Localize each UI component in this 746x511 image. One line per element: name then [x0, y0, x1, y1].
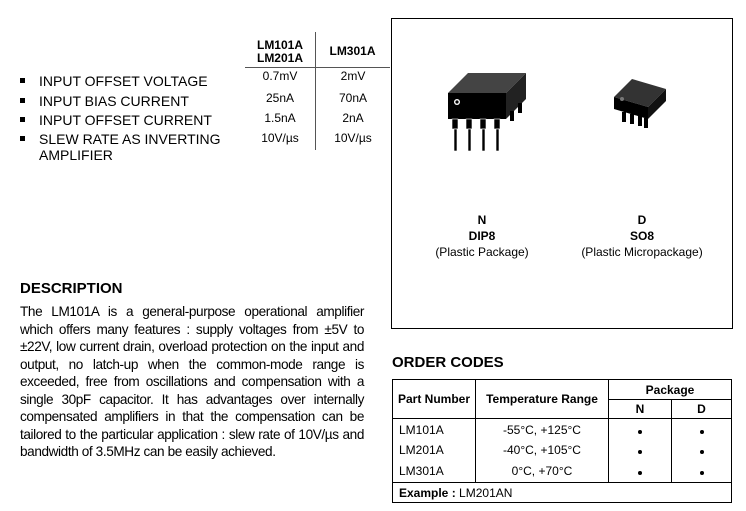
package-n-dot	[609, 440, 672, 461]
part-number: LM101A	[393, 419, 476, 441]
dot-icon	[700, 471, 704, 475]
package-d-dot	[672, 419, 732, 441]
order-codes-table	[392, 379, 732, 503]
col-head-line2: LM201A	[256, 51, 303, 65]
package-desc: (Plastic Micropackage)	[581, 245, 703, 259]
description-title: DESCRIPTION	[20, 280, 123, 297]
package-caption-n	[417, 212, 547, 260]
feature-value-lm301a: 70nA	[338, 91, 368, 105]
table-row	[393, 419, 732, 441]
so8-package-icon	[610, 75, 670, 137]
header-part-number: Part Number	[393, 380, 476, 419]
header-package-n: N	[609, 400, 672, 419]
feature-value-lm101a: 25nA	[265, 91, 295, 105]
col-head-lm301a	[315, 45, 390, 58]
dot-icon	[638, 430, 642, 434]
package-box	[391, 18, 733, 329]
package-name: SO8	[629, 229, 654, 243]
package-n-dot	[609, 461, 672, 483]
header-package: Package	[609, 380, 732, 400]
dip8-package-icon	[440, 71, 528, 163]
example-value: LM201AN	[459, 485, 513, 500]
feature-value-lm301a: 2nA	[342, 111, 364, 125]
bullet-icon	[20, 136, 25, 141]
header-package-d: D	[672, 400, 732, 419]
feature-label: INPUT OFFSET VOLTAGE	[39, 73, 208, 89]
example-label: Example :	[399, 485, 456, 500]
header-temperature-range: Temperature Range	[476, 380, 609, 419]
package-caption-d	[567, 212, 717, 260]
package-d-dot	[672, 440, 732, 461]
feature-value-lm101a: 1.5nA	[264, 111, 296, 125]
col-head-lm101a	[245, 39, 315, 65]
bullet-icon	[20, 78, 25, 83]
part-number: LM201A	[393, 440, 476, 461]
feature-value-lm101a: 0.7mV	[262, 69, 298, 83]
col-divider	[315, 32, 316, 150]
description-body: The LM101A is a general-purpose operational amplifier which offers many features : supply voltages from ±5V to ±22V, low current drain, overload protection on the input and output, no latch-up when the common-mode range is exceeded, free from oscillations and compensation with a single 30pF capacitor. It has advantages over internally compensated amplifiers in that the compensation can be tailored to the particular application : slew rate of 10V/µs and bandwidth of 3.5MHz can be easily achieved.	[20, 304, 364, 459]
temperature-range: 0°C, +70°C	[476, 461, 609, 483]
dot-icon	[638, 450, 642, 454]
bullet-icon	[20, 117, 25, 122]
col-head-divider	[245, 67, 390, 68]
temperature-range: -40°C, +105°C	[476, 440, 609, 461]
order-codes-title: ORDER CODES	[392, 354, 504, 371]
part-number: LM301A	[393, 461, 476, 483]
feature-label: INPUT BIAS CURRENT	[39, 93, 189, 109]
table-row	[393, 440, 732, 461]
col-head-line1: LM301A	[329, 44, 376, 58]
table-row	[393, 461, 732, 483]
col-head-line1: LM101A	[256, 38, 303, 52]
feature-value-lm101a: 10V/µs	[261, 131, 299, 145]
package-n-dot	[609, 419, 672, 441]
package-name: DIP8	[468, 229, 496, 243]
package-code: N	[477, 213, 487, 227]
feature-label: INPUT OFFSET CURRENT	[39, 112, 212, 128]
temperature-range: -55°C, +125°C	[476, 419, 609, 441]
package-d-dot	[672, 461, 732, 483]
feature-value-lm301a: 2mV	[340, 69, 366, 83]
dot-icon	[638, 471, 642, 475]
feature-value-lm301a: 10V/µs	[334, 131, 372, 145]
bullet-icon	[20, 98, 25, 103]
package-desc: (Plastic Package)	[435, 245, 529, 259]
dot-icon	[700, 450, 704, 454]
dot-icon	[700, 430, 704, 434]
example-row	[393, 483, 732, 503]
feature-label: SLEW RATE AS INVERTING AMPLIFIER	[39, 131, 221, 163]
package-code: D	[637, 213, 647, 227]
